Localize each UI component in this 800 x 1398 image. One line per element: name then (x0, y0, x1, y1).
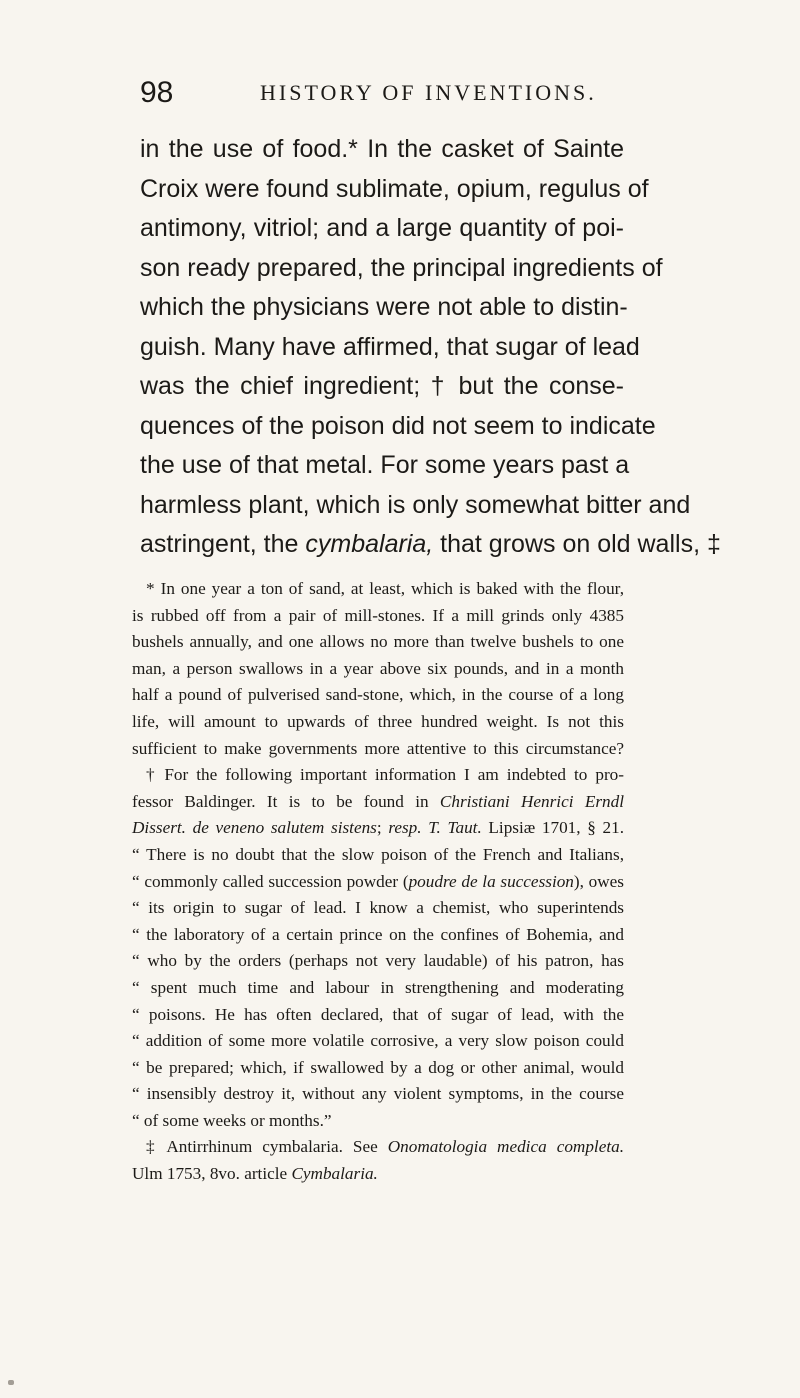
footnote-line (132, 1134, 624, 1161)
footnote-mark: † (146, 765, 159, 785)
text-line: harmless plant, which is only somewhat bitter and (140, 490, 691, 519)
footnote-mark: * (146, 579, 155, 598)
footnote-line: man, a person swallows in a year above six pounds, and in a month (132, 658, 624, 678)
footnote-line: “ poisons. He has often declared, that of sugar of lead, with the (132, 1004, 624, 1024)
footnote-line: bushels annually, and one allows no more than twelve bushels to one (132, 632, 624, 652)
footnote-line: “ spent much time and labour in strengthening and moderating (132, 977, 624, 997)
italic-title: Christiani Henrici Erndl (439, 791, 624, 811)
footnote-text: Antirrhinum cymbalaria. See (166, 1137, 388, 1157)
footnote-line: sufficient to make governments more attentive to this circumstance? (132, 738, 624, 758)
footnote-line (132, 762, 624, 789)
text-line: which the physicians were not able to distin- (140, 293, 628, 321)
page-number: 98 (140, 76, 174, 109)
footnote-line: “ addition of some more volatile corrosive, a very slow poison could (132, 1031, 624, 1051)
footnote-line (132, 815, 624, 842)
footnotes (132, 576, 624, 1188)
footnote-text: ), owes (573, 871, 624, 891)
footnote-text: “ commonly called succession powder ( (132, 871, 409, 891)
footnote-text: In one year a ton of sand, at least, which is baked with the flour, (160, 579, 624, 598)
main-text (140, 130, 721, 565)
italic-title: Onomatologia medica completa. (387, 1137, 624, 1157)
footnote-line: “ the laboratory of a certain prince on the confines of Bohemia, and (132, 924, 624, 944)
text-line: was the chief ingredient; † but the conse- (140, 372, 624, 400)
footnote-line (132, 1161, 624, 1188)
italic-title: Dissert. de veneno salutem sistens (132, 818, 377, 838)
page-header (140, 76, 630, 116)
footnote-line: “ be prepared; which, if swallowed by a dog or other animal, would (132, 1057, 624, 1077)
footnote-line (132, 789, 624, 816)
footnote-line: “ insensibly destroy it, without any violent symptoms, in the course (132, 1084, 624, 1104)
footnote-line (132, 576, 624, 603)
footnote-text: For the following important information I am indebted to pro- (164, 765, 625, 785)
ink-speck (8, 1380, 14, 1385)
text-segment: that grows on old walls, ‡ (433, 530, 721, 558)
text-line: the use of that metal. For some years past a (140, 451, 630, 479)
italic-title: Cymbalaria. (291, 1164, 378, 1184)
footnote-text: Lipsiæ 1701, § 21. (481, 818, 625, 838)
footnote-line: “ who by the orders (perhaps not very laudable) of his patron, has (132, 951, 624, 971)
running-head: HISTORY OF INVENTIONS. (260, 80, 597, 105)
footnote-text: fessor Baldinger. It is to be found in (132, 791, 440, 811)
footnote-line: “ There is no doubt that the slow poison of the French and Italians, (132, 844, 624, 864)
text-line: guish. Many have affirmed, that sugar of lead (140, 332, 640, 361)
footnote-text: Ulm 1753, 8vo. article (132, 1164, 292, 1184)
footnote-line: life, will amount to upwards of three hundred weight. Is not this (132, 711, 624, 731)
text-line (140, 525, 721, 565)
text-segment: astringent, the (140, 530, 306, 558)
footnote-mark: ‡ (146, 1137, 161, 1157)
footnote-line (132, 869, 624, 896)
footnote-line: “ of some weeks or months.” (132, 1110, 332, 1130)
text-line: son ready prepared, the principal ingredients of (140, 253, 663, 282)
text-line: antimony, vitriol; and a large quantity of poi- (140, 214, 624, 242)
text-line: in the use of food.* In the casket of Sainte (140, 135, 624, 163)
italic-term: cymbalaria, (305, 530, 434, 558)
text-line: Croix were found sublimate, opium, regulus of (140, 174, 649, 203)
footnote-line: is rubbed off from a pair of mill-stones. If a mill grinds only 4385 (132, 605, 624, 625)
text-line: quences of the poison did not seem to indicate (140, 411, 656, 440)
italic-term: poudre de la succession (408, 871, 574, 891)
footnote-text: ; (376, 818, 389, 838)
footnote-line: half a pound of pulverised sand-stone, which, in the course of a long (132, 685, 624, 705)
italic-title: resp. T. Taut. (388, 818, 482, 838)
footnote-line: “ its origin to sugar of lead. I know a chemist, who superintends (132, 898, 624, 918)
